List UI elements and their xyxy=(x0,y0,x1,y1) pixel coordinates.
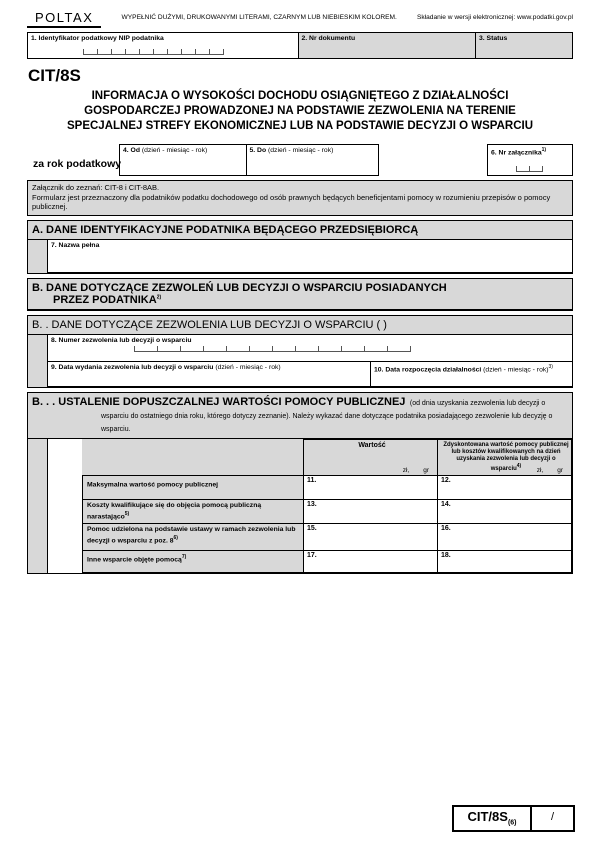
discounted-cell-18[interactable]: 18. xyxy=(437,550,572,573)
tax-year-row xyxy=(27,144,573,176)
document-number-field[interactable] xyxy=(298,32,477,59)
activity-start-date-hint: (dzień - miesiąc - rok) xyxy=(483,366,549,374)
attachment-number-field[interactable] xyxy=(487,144,573,176)
date-from-hint: (dzień - miesiąc - rok) xyxy=(141,147,208,154)
permit-issue-date-hint: (dzień - miesiąc - rok) xyxy=(215,363,281,371)
table-header-discounted: Zdyskontowana wartość pomocy publicznej lub kosztów kwalifikowanych na dzień uzyskania zezwolenia lub decyzji o wsparciu$^{4)}$ zł, gr xyxy=(437,439,572,476)
date-from-label: 4. Od xyxy=(123,147,140,154)
section-b2 xyxy=(27,392,573,574)
attachment-note-line2: Formularz jest przeznaczony dla podatników podatku dochodowego od osób prawnych będących beneficjentami pomocy w rozumieniu przepisów o pomocy publicznej. xyxy=(32,192,551,212)
table-row-aid-granted xyxy=(28,523,572,551)
discounted-cell-16[interactable]: 16. xyxy=(437,523,572,551)
date-from-field[interactable] xyxy=(119,144,247,176)
table-row-qualified-costs xyxy=(28,499,572,524)
discounted-footnote: 4) xyxy=(516,462,522,469)
unit-gr: gr xyxy=(557,466,563,474)
section-b2-title xyxy=(28,393,572,439)
footer-form-code: CIT/$8S_{(6)}$ xyxy=(452,805,532,832)
section-b1 xyxy=(27,315,573,388)
nip-field[interactable] xyxy=(27,32,299,59)
section-b-title-line2: PRZEZ PODATNIKA xyxy=(53,293,157,306)
document-number-label: 2. Nr dokumentu xyxy=(301,35,356,42)
table-header-empty xyxy=(82,439,304,476)
form-title-line1: INFORMACJA O WYSOKOŚCI DOCHODU OSIĄGNIĘTEGO Z DZIAŁALNOŚCI xyxy=(91,90,509,102)
full-name-field[interactable] xyxy=(47,239,573,273)
discounted-cell-14[interactable]: 14. xyxy=(437,499,572,524)
value-cell-11[interactable]: 11. xyxy=(303,475,438,500)
value-cell-15[interactable]: 15. xyxy=(303,523,438,551)
top-bar xyxy=(27,10,573,31)
date-to-field[interactable] xyxy=(246,144,379,176)
section-b-footnote: 2) xyxy=(156,294,162,301)
section-b1-title: B. . DANE DOTYCZĄCE ZEZWOLENIA LUB DECYZJI O WSPARCIU ( ) xyxy=(28,316,572,335)
permit-number-label: 8. Numer zezwolenia lub decyzji o wsparciu xyxy=(51,336,192,344)
fill-instruction: WYPEŁNIĆ DUŻYMI, DRUKOWANYMI LITERAMI, CZARNYM LUB NIEBIESKIM KOLOREM. xyxy=(121,14,397,21)
date-to-label: 5. Do xyxy=(249,147,267,154)
row-label: Pomoc udzielona na podstawie ustawy w ramach zezwolenia lub decyzji o wsparciu z poz. 8$^{6)}$ xyxy=(82,523,304,551)
value-cell-13[interactable]: 13. xyxy=(303,499,438,524)
table-header-value: Wartość zł, gr xyxy=(303,439,438,476)
activity-start-date-label: 10. Data rozpoczęcia działalności xyxy=(374,366,482,374)
section-b xyxy=(27,278,573,311)
poltax-logo: POLTAX xyxy=(27,10,101,28)
permit-number-field[interactable] xyxy=(47,334,573,362)
nip-comb-input[interactable] xyxy=(83,49,224,55)
section-b-title xyxy=(28,279,572,310)
form-title-line2: GOSPODARCZEJ PROWADZONEJ NA PODSTAWIE ZEZWOLENIA NA TERENIE xyxy=(84,105,516,117)
footer-page-number: / xyxy=(530,805,575,832)
date-to-hint: (dzień - miesiąc - rok) xyxy=(268,147,334,154)
section-b2-title-note: (od dnia uzyskania zezwolenia lub decyzji o wsparciu do ostatniego dnia roku, którego dotyczy zeznanie). Należy wykazać dane dotyczące podatnika posiadającego zezwolenie lub decyzję o wsparciu. xyxy=(101,399,553,433)
full-name-label: 7. Nazwa pełna xyxy=(51,241,100,249)
form-title xyxy=(27,89,573,134)
section-b1-gutter xyxy=(28,335,48,387)
unit-gr: gr xyxy=(423,466,429,474)
unit-zl: zł, xyxy=(536,466,544,474)
table-row-max-aid xyxy=(28,475,572,500)
row-label: Koszty kwalifikujące się do objęcia pomocą publiczną narastająco$^{5)}$ xyxy=(82,499,304,524)
form-title-line3: SPECJALNEJ STREFY EKONOMICZNEJ LUB NA PODSTAWIE DECYZJI O WSPARCIU xyxy=(66,120,533,132)
attachment-note xyxy=(27,180,573,216)
tax-year-label: za rok podatkowy xyxy=(33,158,122,170)
nip-label: 1. Identyfikator podatkowy NIP podatnika xyxy=(31,35,164,42)
identification-row xyxy=(27,32,573,59)
table-row-other-support xyxy=(28,550,572,573)
attachment-number-comb[interactable] xyxy=(516,166,543,172)
form-code: CIT/8S xyxy=(28,66,81,85)
status-field[interactable] xyxy=(475,32,573,59)
attachment-footnote: 1) xyxy=(541,147,547,153)
section-a xyxy=(27,220,573,274)
permit-issue-date-label: 9. Data wydania zezwolenia lub decyzji o wsparciu xyxy=(51,363,214,371)
section-b2-title-main: B. . . USTALENIE DOPUSZCZALNEJ WARTOŚCI POMOCY PUBLICZNEJ xyxy=(32,395,406,408)
attachment-number-label: 6. Nr załącznika xyxy=(491,149,542,157)
row-label: Maksymalna wartość pomocy publicznej xyxy=(82,475,304,500)
permit-issue-date-field[interactable] xyxy=(47,361,371,387)
value-cell-17[interactable]: 17. xyxy=(303,550,438,573)
discounted-cell-12[interactable]: 12. xyxy=(437,475,572,500)
section-a-gutter xyxy=(28,240,48,273)
permit-number-comb[interactable] xyxy=(134,346,572,352)
section-b-title-line1: B. DANE DOTYCZĄCE ZEZWOLEŃ LUB DECYZJI O WSPARCIU POSIADANYCH xyxy=(32,281,447,294)
section-b2-gutter xyxy=(28,439,48,476)
table-header-row xyxy=(28,439,572,476)
row-label: Inne wsparcie objęte pomocą$^{7)}$ xyxy=(82,550,304,573)
efiling-note: Składanie w wersji elektronicznej: www.podatki.gov.pl xyxy=(416,14,573,21)
section-a-title: A. DANE IDENTYFIKACYJNE PODATNIKA BĘDĄCEGO PRZEDSIĘBIORCĄ xyxy=(28,221,572,240)
unit-zl: zł, xyxy=(402,466,410,474)
status-label: 3. Status xyxy=(479,35,508,42)
activity-start-date-footnote: 3) xyxy=(548,363,553,370)
attachment-note-line1: Załącznik do zeznań: CIT-8 i CIT-8AB. xyxy=(32,183,160,192)
activity-start-date-field[interactable] xyxy=(370,361,573,387)
page-footer xyxy=(452,805,575,832)
